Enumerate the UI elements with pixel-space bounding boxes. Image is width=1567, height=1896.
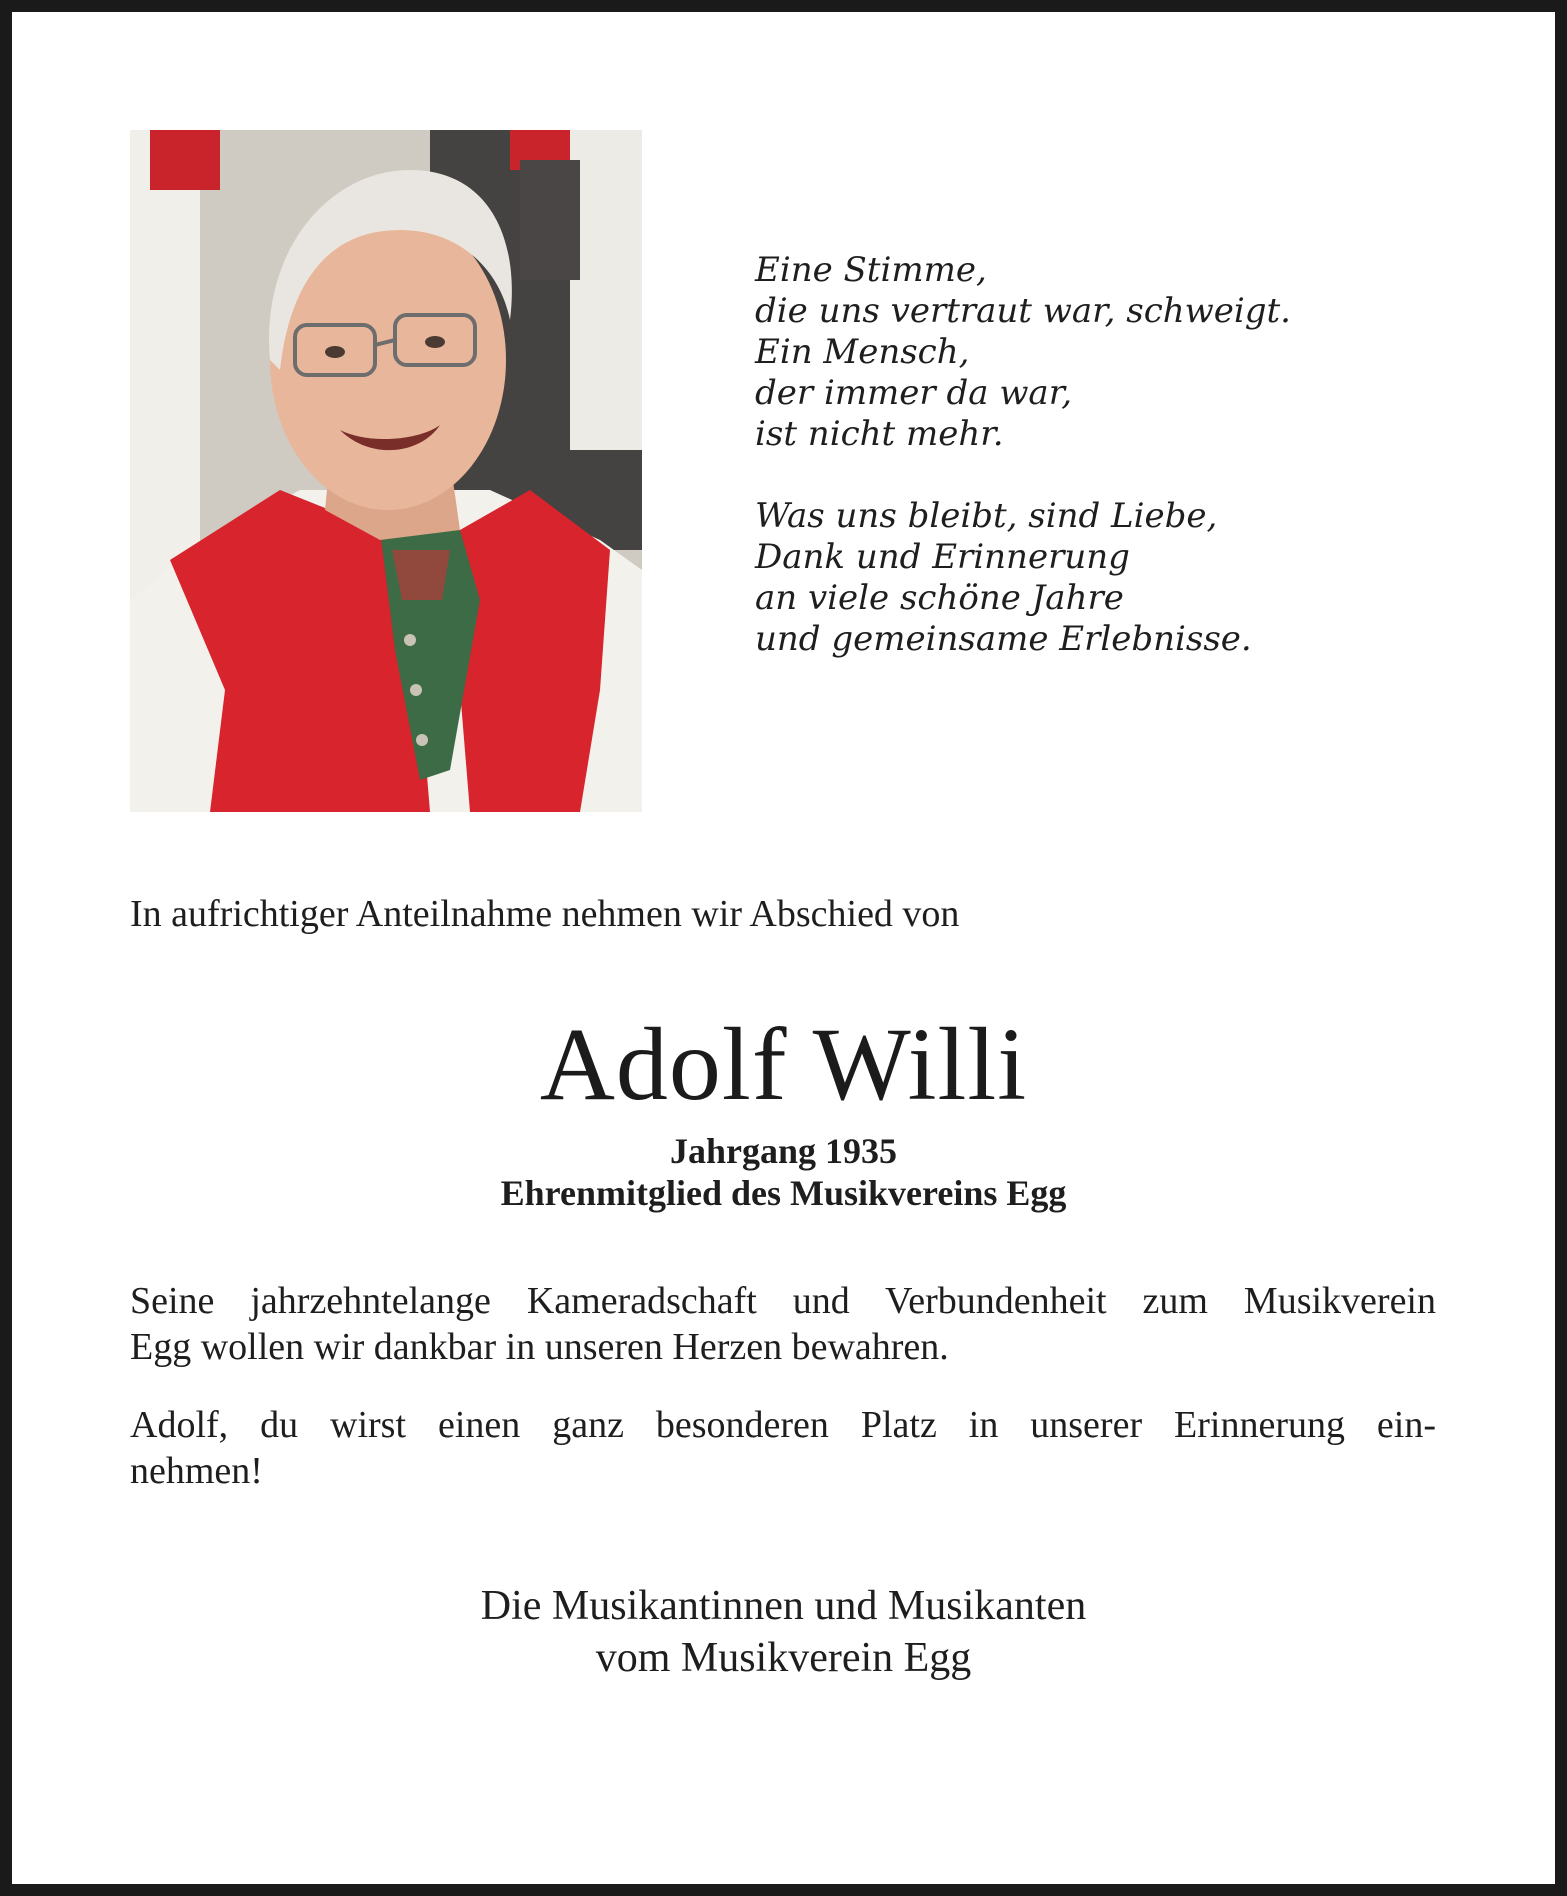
paragraph-line: Adolf, du wirst einen ganz besonderen Platz in unserer Erinnerung ein-	[130, 1404, 1436, 1446]
poem-stanza-2	[755, 496, 1455, 660]
tribute-paragraph-2	[130, 1402, 1436, 1494]
paragraph-line: nehmen!	[130, 1450, 263, 1492]
signature-line-1: Die Musikantinnen und Musikanten	[480, 1583, 1087, 1629]
poem-line: Ein Mensch,	[755, 332, 970, 372]
signature-block	[0, 1580, 1567, 1684]
honorary-title: Ehrenmitglied des Musikvereins Egg	[500, 1173, 1067, 1213]
poem-line: Eine Stimme,	[755, 250, 987, 290]
paragraph-line: Egg wollen wir dankbar in unseren Herzen bewahren.	[130, 1326, 949, 1368]
signature-line-2: vom Musikverein Egg	[595, 1635, 972, 1681]
poem-line: der immer da war,	[755, 373, 1073, 413]
memorial-poem	[755, 250, 1455, 701]
poem-line: Was uns bleibt, sind Liebe,	[755, 496, 1218, 536]
poem-line: und gemeinsame Erlebnisse.	[755, 619, 1252, 659]
portrait-photo	[130, 130, 642, 812]
poem-stanza-1	[755, 250, 1455, 455]
deceased-name: Adolf Willi	[539, 1007, 1028, 1122]
paragraph-line: Seine jahrzehntelange Kameradschaft und Verbundenheit zum Musikverein	[130, 1280, 1436, 1322]
tribute-paragraph-1	[130, 1278, 1436, 1370]
deceased-details	[0, 1130, 1567, 1214]
poem-line: ist nicht mehr.	[755, 414, 1004, 454]
poem-line: die uns vertraut war, schweigt.	[755, 291, 1291, 331]
poem-line: an viele schöne Jahre	[755, 578, 1124, 618]
poem-line: Dank und Erinnerung	[755, 537, 1130, 577]
birth-year: Jahrgang 1935	[669, 1131, 898, 1171]
intro-text: In aufrichtiger Anteilnahme nehmen wir Abschied von	[130, 893, 960, 935]
vest-right	[460, 490, 610, 812]
